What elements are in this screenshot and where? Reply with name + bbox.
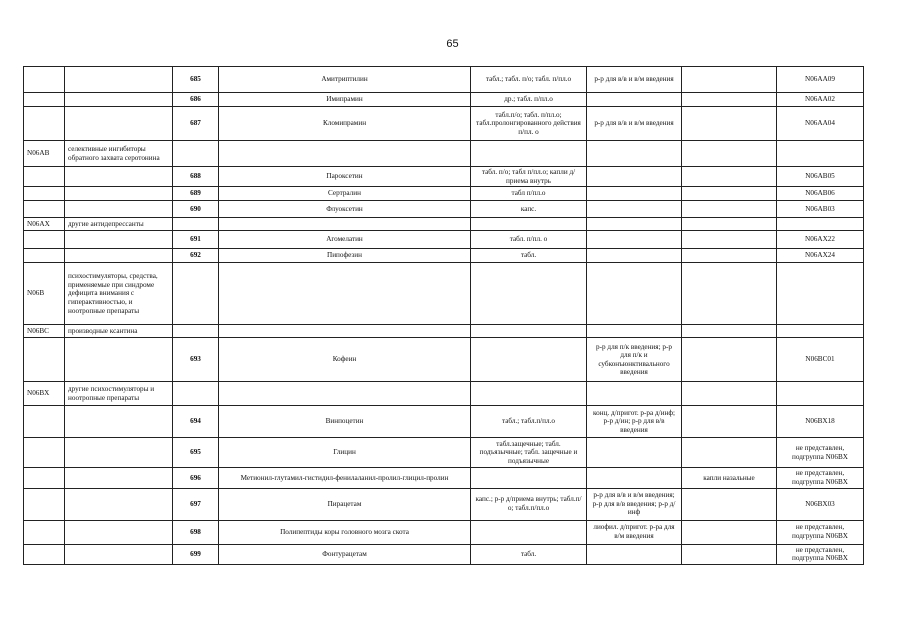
form-oral-cell: табл.; табл. п/о; табл. п/пл.о bbox=[471, 67, 587, 93]
form-injection-cell bbox=[587, 167, 682, 187]
code-cell: N06AX24 bbox=[777, 249, 864, 263]
empty-cell bbox=[65, 488, 173, 520]
empty-cell bbox=[65, 187, 173, 201]
atc-code-cell: N06AX bbox=[24, 218, 65, 231]
code-cell: N06AB03 bbox=[777, 201, 864, 218]
group-row bbox=[24, 325, 864, 338]
empty-cell bbox=[24, 488, 65, 520]
atc-code-cell: N06AB bbox=[24, 141, 65, 167]
drug-name-cell: Пароксетин bbox=[219, 167, 471, 187]
empty-cell bbox=[682, 141, 777, 167]
empty-cell bbox=[65, 520, 173, 544]
code-cell: N06AA02 bbox=[777, 93, 864, 107]
form-other-cell bbox=[682, 488, 777, 520]
empty-cell bbox=[777, 382, 864, 406]
row-number-cell: 695 bbox=[173, 438, 219, 468]
form-other-cell bbox=[682, 249, 777, 263]
code-cell: не представлен, подгруппа N06BX bbox=[777, 544, 864, 564]
row-number-cell: 699 bbox=[173, 544, 219, 564]
empty-cell bbox=[587, 141, 682, 167]
form-injection-cell: р-р для в/в и в/м введения bbox=[587, 67, 682, 93]
drug-name-cell: Амитриптилин bbox=[219, 67, 471, 93]
empty-cell bbox=[682, 218, 777, 231]
drug-name-cell: Полипептиды коры головного мозга скота bbox=[219, 520, 471, 544]
form-other-cell bbox=[682, 107, 777, 141]
empty-cell bbox=[471, 325, 587, 338]
form-other-cell bbox=[682, 438, 777, 468]
form-other-cell bbox=[682, 167, 777, 187]
form-injection-cell bbox=[587, 201, 682, 218]
form-other-cell bbox=[682, 187, 777, 201]
empty-cell bbox=[65, 167, 173, 187]
code-cell: N06AB05 bbox=[777, 167, 864, 187]
empty-cell bbox=[24, 249, 65, 263]
form-other-cell bbox=[682, 231, 777, 249]
table-row bbox=[24, 231, 864, 249]
row-number-cell: 693 bbox=[173, 338, 219, 382]
table-row bbox=[24, 438, 864, 468]
drug-name-cell: Пипофезин bbox=[219, 249, 471, 263]
form-oral-cell: табл.защечные; табл. подъязычные; табл. защечные и подъязычные bbox=[471, 438, 587, 468]
form-other-cell bbox=[682, 201, 777, 218]
table-row bbox=[24, 187, 864, 201]
empty-cell bbox=[777, 325, 864, 338]
group-row bbox=[24, 218, 864, 231]
drug-name-cell: Винпоцетин bbox=[219, 406, 471, 438]
form-oral-cell: капс.; р-р д/приема внутрь; табл.п/о; табл.п/пл.о bbox=[471, 488, 587, 520]
table-body bbox=[24, 67, 864, 565]
form-injection-cell bbox=[587, 438, 682, 468]
form-injection-cell: р-р для в/в и в/м введения; р-р для в/в введения; р-р д/инф bbox=[587, 488, 682, 520]
table-row bbox=[24, 338, 864, 382]
form-injection-cell: лиофил. д/пригот. р-ра для в/м введения bbox=[587, 520, 682, 544]
empty-cell bbox=[65, 468, 173, 488]
form-injection-cell bbox=[587, 231, 682, 249]
row-number-cell: 694 bbox=[173, 406, 219, 438]
drug-name-cell: Кломипрамин bbox=[219, 107, 471, 141]
row-number-cell: 685 bbox=[173, 67, 219, 93]
empty-cell bbox=[777, 141, 864, 167]
form-oral-cell: др.; табл. п/пл.о bbox=[471, 93, 587, 107]
row-number-cell: 692 bbox=[173, 249, 219, 263]
group-name-cell: другие психостимуляторы и ноотропные препараты bbox=[65, 382, 173, 406]
empty-cell bbox=[471, 382, 587, 406]
table-row bbox=[24, 67, 864, 93]
drug-name-cell: Пирацетам bbox=[219, 488, 471, 520]
empty-cell bbox=[777, 218, 864, 231]
empty-cell bbox=[65, 406, 173, 438]
empty-cell bbox=[24, 107, 65, 141]
code-cell: не представлен, подгруппа N06BX bbox=[777, 468, 864, 488]
form-other-cell bbox=[682, 544, 777, 564]
empty-cell bbox=[471, 263, 587, 325]
empty-cell bbox=[65, 338, 173, 382]
group-row bbox=[24, 141, 864, 167]
table-row bbox=[24, 201, 864, 218]
form-other-cell bbox=[682, 67, 777, 93]
form-oral-cell: табл.; табл.п/пл.о bbox=[471, 406, 587, 438]
drug-name-cell: Глицин bbox=[219, 438, 471, 468]
empty-cell bbox=[471, 141, 587, 167]
row-number-cell: 689 bbox=[173, 187, 219, 201]
empty-cell bbox=[173, 218, 219, 231]
empty-cell bbox=[24, 520, 65, 544]
empty-cell bbox=[65, 93, 173, 107]
code-cell: N06BC01 bbox=[777, 338, 864, 382]
atc-code-cell: N06B bbox=[24, 263, 65, 325]
empty-cell bbox=[219, 141, 471, 167]
empty-cell bbox=[24, 67, 65, 93]
empty-cell bbox=[173, 141, 219, 167]
drug-name-cell: Фонтурацетам bbox=[219, 544, 471, 564]
table-row bbox=[24, 488, 864, 520]
empty-cell bbox=[24, 468, 65, 488]
empty-cell bbox=[24, 93, 65, 107]
table-row bbox=[24, 406, 864, 438]
table-row bbox=[24, 167, 864, 187]
empty-cell bbox=[219, 218, 471, 231]
drug-name-cell: Флуоксетин bbox=[219, 201, 471, 218]
empty-cell bbox=[65, 201, 173, 218]
empty-cell bbox=[24, 406, 65, 438]
code-cell: N06BX18 bbox=[777, 406, 864, 438]
group-row bbox=[24, 382, 864, 406]
table-row bbox=[24, 544, 864, 564]
group-name-cell: производные ксантина bbox=[65, 325, 173, 338]
form-other-cell bbox=[682, 520, 777, 544]
form-injection-cell bbox=[587, 468, 682, 488]
form-oral-cell: табл. п/пл. о bbox=[471, 231, 587, 249]
code-cell: не представлен, подгруппа N06BX bbox=[777, 438, 864, 468]
drug-name-cell: Сертралин bbox=[219, 187, 471, 201]
form-injection-cell bbox=[587, 93, 682, 107]
empty-cell bbox=[219, 382, 471, 406]
table-row bbox=[24, 93, 864, 107]
group-name-cell: психостимуляторы, средства, применяемые при синдроме дефицита внимания с гиперактивностью, и ноотропные препараты bbox=[65, 263, 173, 325]
row-number-cell: 696 bbox=[173, 468, 219, 488]
empty-cell bbox=[587, 382, 682, 406]
form-oral-cell: табл. bbox=[471, 544, 587, 564]
drug-name-cell: Имипрамин bbox=[219, 93, 471, 107]
empty-cell bbox=[24, 438, 65, 468]
drug-name-cell: Метионил-глутамил-гистидил-фенилаланил-пролил-глицил-пролин bbox=[219, 468, 471, 488]
group-name-cell: другие антидепрессанты bbox=[65, 218, 173, 231]
empty-cell bbox=[24, 167, 65, 187]
table-row bbox=[24, 249, 864, 263]
form-oral-cell: табл. п/о; табл п/пл.о; капли д/приема внутрь bbox=[471, 167, 587, 187]
empty-cell bbox=[682, 382, 777, 406]
code-cell: N06AA04 bbox=[777, 107, 864, 141]
row-number-cell: 688 bbox=[173, 167, 219, 187]
empty-cell bbox=[587, 218, 682, 231]
table-row bbox=[24, 520, 864, 544]
page-number: 65 bbox=[446, 38, 459, 50]
empty-cell bbox=[65, 438, 173, 468]
empty-cell bbox=[587, 263, 682, 325]
code-cell: N06AA09 bbox=[777, 67, 864, 93]
empty-cell bbox=[65, 544, 173, 564]
empty-cell bbox=[65, 231, 173, 249]
empty-cell bbox=[24, 338, 65, 382]
empty-cell bbox=[65, 107, 173, 141]
empty-cell bbox=[65, 67, 173, 93]
form-oral-cell: табл п/пл.о bbox=[471, 187, 587, 201]
row-number-cell: 687 bbox=[173, 107, 219, 141]
row-number-cell: 691 bbox=[173, 231, 219, 249]
form-injection-cell bbox=[587, 249, 682, 263]
form-other-cell: капли назальные bbox=[682, 468, 777, 488]
table-row bbox=[24, 107, 864, 141]
empty-cell bbox=[682, 325, 777, 338]
form-oral-cell bbox=[471, 338, 587, 382]
empty-cell bbox=[587, 325, 682, 338]
empty-cell bbox=[24, 201, 65, 218]
row-number-cell: 697 bbox=[173, 488, 219, 520]
drug-name-cell: Кофеин bbox=[219, 338, 471, 382]
empty-cell bbox=[777, 263, 864, 325]
empty-cell bbox=[173, 263, 219, 325]
drug-table bbox=[23, 66, 864, 565]
form-injection-cell: р-р для п/к введения; р-р для п/к и субконъюнктивального введения bbox=[587, 338, 682, 382]
empty-cell bbox=[24, 231, 65, 249]
empty-cell bbox=[219, 263, 471, 325]
empty-cell bbox=[219, 325, 471, 338]
code-cell: N06AB06 bbox=[777, 187, 864, 201]
form-oral-cell: табл.п/о; табл. п/пл.о; табл.пролонгированного действия п/пл. о bbox=[471, 107, 587, 141]
group-row bbox=[24, 263, 864, 325]
empty-cell bbox=[682, 263, 777, 325]
empty-cell bbox=[471, 218, 587, 231]
form-injection-cell: р-р для в/в и в/м введения bbox=[587, 107, 682, 141]
form-oral-cell: табл. bbox=[471, 249, 587, 263]
form-injection-cell bbox=[587, 544, 682, 564]
empty-cell bbox=[24, 187, 65, 201]
empty-cell bbox=[24, 544, 65, 564]
empty-cell bbox=[173, 325, 219, 338]
form-oral-cell bbox=[471, 468, 587, 488]
group-name-cell: селективные ингибиторы обратного захвата серотонина bbox=[65, 141, 173, 167]
atc-code-cell: N06BX bbox=[24, 382, 65, 406]
form-oral-cell bbox=[471, 520, 587, 544]
form-oral-cell: капс. bbox=[471, 201, 587, 218]
row-number-cell: 698 bbox=[173, 520, 219, 544]
empty-cell bbox=[173, 382, 219, 406]
form-other-cell bbox=[682, 93, 777, 107]
row-number-cell: 686 bbox=[173, 93, 219, 107]
row-number-cell: 690 bbox=[173, 201, 219, 218]
atc-code-cell: N06BC bbox=[24, 325, 65, 338]
code-cell: не представлен, подгруппа N06BX bbox=[777, 520, 864, 544]
empty-cell bbox=[65, 249, 173, 263]
code-cell: N06BX03 bbox=[777, 488, 864, 520]
form-other-cell bbox=[682, 338, 777, 382]
form-other-cell bbox=[682, 406, 777, 438]
table-row bbox=[24, 468, 864, 488]
drug-name-cell: Агомелатин bbox=[219, 231, 471, 249]
form-injection-cell: конц. д/пригот. р-ра д/инф; р-р д/ин; р-р для в/в введения bbox=[587, 406, 682, 438]
form-injection-cell bbox=[587, 187, 682, 201]
code-cell: N06AX22 bbox=[777, 231, 864, 249]
